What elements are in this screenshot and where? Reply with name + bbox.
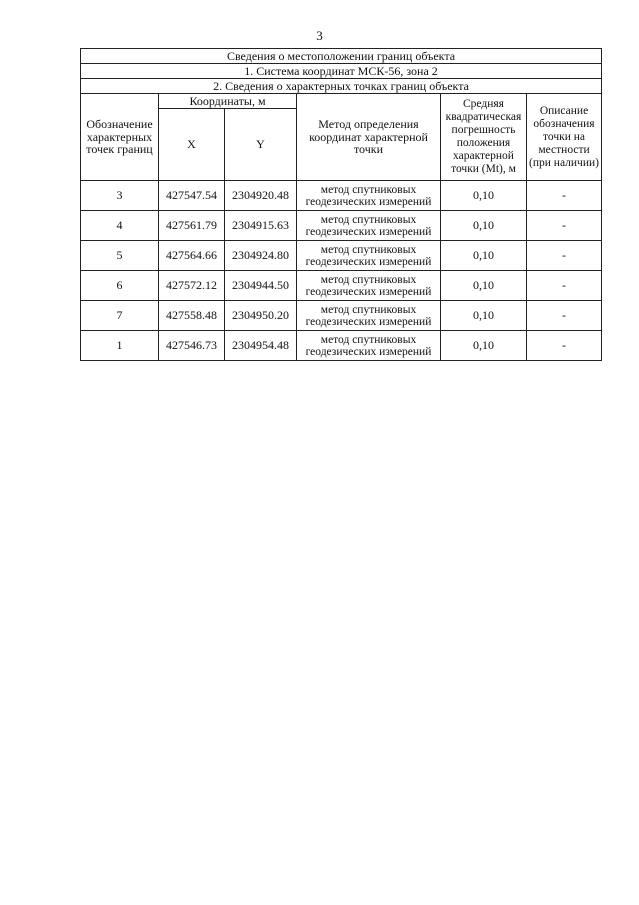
table-row [81,271,602,301]
page-number: 3 [316,28,323,43]
y-coordinate-cell: 2304954.48 [225,331,297,361]
accuracy-cell: 0,10 [441,271,527,301]
description-cell: - [527,301,602,331]
header-x: X [159,109,225,181]
point-cell: 7 [81,301,159,331]
method-line-2: геодезических измерений [305,345,432,358]
description-cell: - [527,271,602,301]
y-coordinate-cell: 2304920.48 [225,181,297,211]
table-title: Сведения о местоположении границ объекта [81,49,602,64]
method-cell [297,331,441,361]
x-coordinate-cell: 427558.48 [159,301,225,331]
method-line-1: метод спутниковых [320,303,417,316]
description-cell: - [527,331,602,361]
y-coordinate-cell: 2304915.63 [225,211,297,241]
point-cell: 4 [81,211,159,241]
header-accuracy: Средняя квадратическая погрешность положения характерной точки (Mt), м [441,94,527,181]
point-cell: 3 [81,181,159,211]
point-cell: 1 [81,331,159,361]
coordinate-system-label: 1. Система координат МСК-56, зона 2 [81,64,602,79]
y-coordinate-cell: 2304944.50 [225,271,297,301]
point-cell: 6 [81,271,159,301]
table-body [81,49,602,361]
method-cell [297,271,441,301]
table-row [81,211,602,241]
method-cell [297,301,441,331]
y-coordinate-cell: 2304924.80 [225,241,297,271]
table-row [81,241,602,271]
section-heading: 2. Сведения о характерных точках границ объекта [81,79,602,94]
section-heading-row [81,79,602,94]
method-line-1: метод спутниковых [320,333,417,346]
header-point-designation: Обозначение характерных точек границ [81,94,159,181]
method-line-2: геодезических измерений [305,315,432,328]
method-line-2: геодезических измерений [305,195,432,208]
method-line-1: метод спутниковых [320,273,417,286]
method-line-2: геодезических измерений [305,285,432,298]
header-y: Y [225,109,297,181]
description-cell: - [527,241,602,271]
table-row [81,301,602,331]
method-cell [297,181,441,211]
method-line-1: метод спутниковых [320,183,417,196]
boundary-points-table [80,48,602,361]
method-cell [297,211,441,241]
table-row [81,181,602,211]
x-coordinate-cell: 427546.73 [159,331,225,361]
description-cell: - [527,211,602,241]
x-coordinate-cell: 427564.66 [159,241,225,271]
method-line-1: метод спутниковых [320,213,417,226]
accuracy-cell: 0,10 [441,301,527,331]
accuracy-cell: 0,10 [441,181,527,211]
accuracy-cell: 0,10 [441,331,527,361]
x-coordinate-cell: 427561.79 [159,211,225,241]
method-line-1: метод спутниковых [320,243,417,256]
method-cell [297,241,441,271]
method-line-2: геодезических измерений [305,255,432,268]
table-row [81,331,602,361]
point-cell: 5 [81,241,159,271]
accuracy-cell: 0,10 [441,241,527,271]
accuracy-cell: 0,10 [441,211,527,241]
x-coordinate-cell: 427572.12 [159,271,225,301]
header-coordinates-group: Координаты, м [159,94,297,109]
header-row-1 [81,94,602,109]
description-cell: - [527,181,602,211]
header-method: Метод определения координат характерной точки [297,94,441,181]
table-title-row [81,49,602,64]
method-line-2: геодезических измерений [305,225,432,238]
header-description: Описание обозначения точки на местности (при наличии) [527,94,602,181]
coordinate-system-row [81,64,602,79]
y-coordinate-cell: 2304950.20 [225,301,297,331]
x-coordinate-cell: 427547.54 [159,181,225,211]
